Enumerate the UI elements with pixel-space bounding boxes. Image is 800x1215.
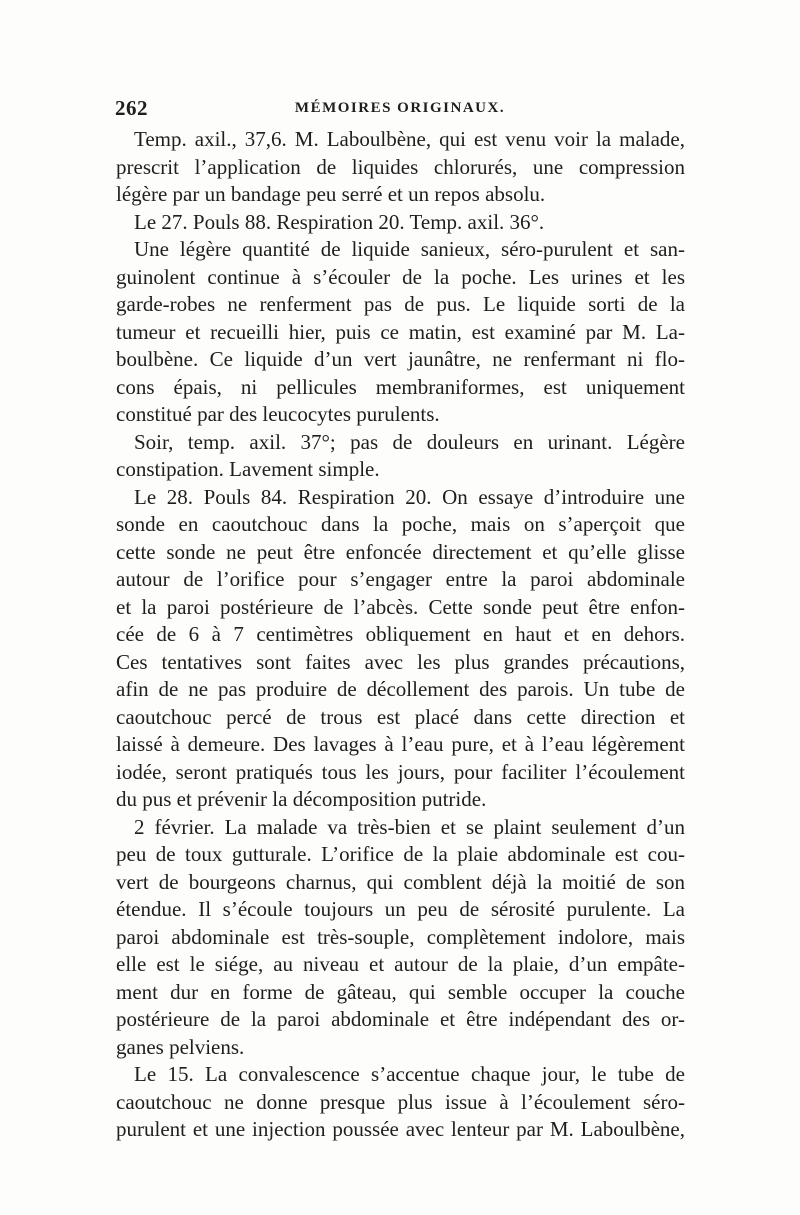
- text-line: purulent et une injection poussée avec lenteur par M. Laboulbène,: [116, 1117, 685, 1141]
- text-line: laissé à demeure. Des lavages à l’eau pure, et à l’eau légèrement: [116, 732, 685, 756]
- text-line: vert de bourgeons charnus, qui comblent déjà la moitié de son: [116, 869, 685, 894]
- text-line: ganes pelviens.: [116, 1034, 245, 1059]
- text-line: afin de ne pas produire de décollement des parois. Un tube de: [116, 677, 685, 701]
- text-line: du pus et prévenir la décomposition putride.: [116, 787, 487, 811]
- text-line: cée de 6 à 7 centimètres obliquement en haut et en dehors.: [116, 622, 685, 646]
- text-line: et la paroi postérieure de l’abcès. Cette sonde peut être enfon-: [116, 594, 685, 619]
- text-line: tumeur et recueilli hier, puis ce matin, est examiné par M. La-: [116, 319, 685, 344]
- text-line: étendue. Il s’écoule toujours un peu de sérosité purulente. La: [116, 897, 685, 921]
- text-line: autour de l’orifice pour s’engager entre la paroi abdominale: [116, 567, 685, 591]
- text-line: boulbène. Ce liquide d’un vert jaunâtre, ne renfermant ni flo-: [116, 347, 685, 371]
- text-line: constipation. Lavement simple.: [116, 457, 380, 481]
- text-line: peu de toux gutturale. L’orifice de la plaie abdominale est cou-: [116, 842, 685, 866]
- running-head: [115, 96, 685, 124]
- text-line: cons épais, ni pellicules membraniformes, est uniquement: [116, 374, 685, 399]
- text-line: garde-robes ne renferment pas de pus. Le liquide sorti de la: [116, 292, 685, 316]
- text-line: Une légère quantité de liquide sanieux, séro-purulent et san-: [134, 237, 685, 261]
- text-line: sonde en caoutchouc dans la poche, mais on s’aperçoit que: [116, 512, 685, 536]
- text-line: légère par un bandage peu serré et un repos absolu.: [116, 182, 546, 206]
- text-line: cette sonde ne peut être enfoncée directement et qu’elle glisse: [116, 539, 685, 564]
- page-number: 262: [115, 96, 148, 120]
- text-line: iodée, seront pratiqués tous les jours, pour faciliter l’écoulement: [116, 759, 685, 784]
- text-line: prescrit l’application de liquides chlorurés, une compression: [116, 154, 685, 179]
- text-line: postérieure de la paroi abdominale et être indépendant des or-: [116, 1007, 685, 1031]
- text-line: guinolent continue à s’écouler de la poche. Les urines et les: [116, 264, 685, 289]
- body-text: [116, 126, 685, 1144]
- text-line: Soir, temp. axil. 37°; pas de douleurs en urinant. Légère: [134, 429, 685, 454]
- text-line: paroi abdominale est très-souple, complètement indolore, mais: [116, 924, 685, 949]
- text-line: constitué par des leucocytes purulents.: [116, 402, 440, 426]
- text-line: Temp. axil., 37,6. M. Laboulbène, qui est venu voir la malade,: [134, 127, 685, 151]
- text-line: caoutchouc ne donne presque plus issue à l’écoulement séro-: [116, 1089, 685, 1114]
- text-line: caoutchouc percé de trous est placé dans cette direction et: [116, 704, 685, 729]
- text-line: Le 27. Pouls 88. Respiration 20. Temp. axil. 36°.: [134, 209, 545, 234]
- text-line: Le 28. Pouls 84. Respiration 20. On essaye d’introduire une: [134, 484, 685, 509]
- text-line: Le 15. La convalescence s’accentue chaque jour, le tube de: [134, 1062, 685, 1086]
- text-line: elle est le siége, au niveau et autour de la plaie, d’un empâte-: [116, 952, 685, 976]
- running-title: MÉMOIRES ORIGINAUX.: [294, 100, 506, 116]
- text-line: Ces tentatives sont faites avec les plus grandes précautions,: [116, 649, 685, 674]
- text-line: ment dur en forme de gâteau, qui semble occuper la couche: [116, 979, 685, 1004]
- text-line: 2 février. La malade va très-bien et se plaint seulement d’un: [134, 814, 685, 839]
